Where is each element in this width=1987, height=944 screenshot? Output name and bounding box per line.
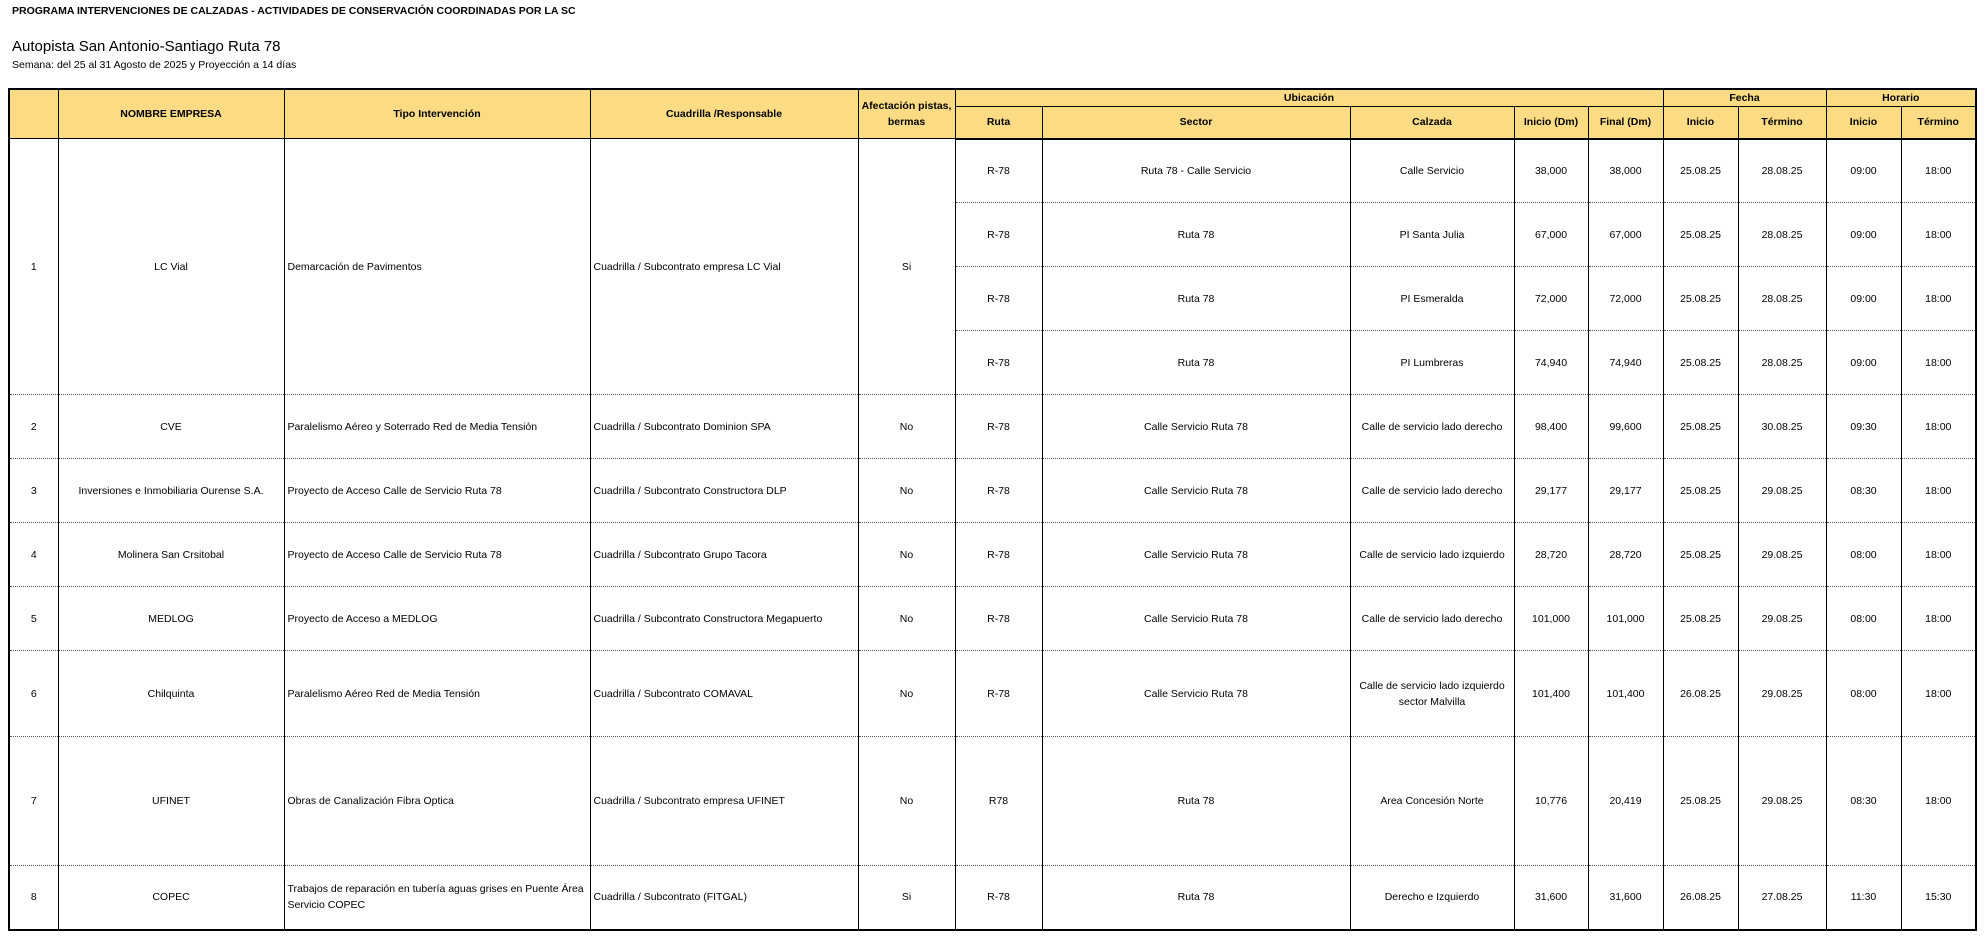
cell-calzada: Derecho e Izquierdo — [1350, 866, 1514, 930]
cell-final-dm: 29,177 — [1588, 459, 1663, 523]
cell-fecha-inicio: 25.08.25 — [1663, 395, 1738, 459]
cell-fecha-termino: 29.08.25 — [1738, 737, 1826, 866]
cell-hora-termino: 18:00 — [1901, 459, 1976, 523]
cell-empresa: COPEC — [58, 866, 284, 930]
cell-cuadrilla: Cuadrilla / Subcontrato (FITGAL) — [590, 866, 858, 930]
cell-inicio-dm: 29,177 — [1514, 459, 1588, 523]
cell-empresa: LC Vial — [58, 139, 284, 395]
cell-cuadrilla: Cuadrilla / Subcontrato empresa UFINET — [590, 737, 858, 866]
table-row — [9, 523, 1976, 587]
cell-fecha-termino: 28.08.25 — [1738, 331, 1826, 395]
cell-ruta: R-78 — [955, 866, 1042, 930]
cell-hora-inicio: 08:00 — [1826, 651, 1901, 737]
header-final-dm: Final (Dm) — [1588, 107, 1663, 139]
cell-calzada: Calle de servicio lado derecho — [1350, 459, 1514, 523]
table-row — [9, 587, 1976, 651]
cell-sector: Ruta 78 — [1042, 866, 1350, 930]
cell-cuadrilla: Cuadrilla / Subcontrato Grupo Tacora — [590, 523, 858, 587]
cell-cuadrilla: Cuadrilla / Subcontrato Dominion SPA — [590, 395, 858, 459]
header-fecha-termino: Término — [1738, 107, 1826, 139]
cell-inicio-dm: 10,776 — [1514, 737, 1588, 866]
cell-calzada: Area Concesión Norte — [1350, 737, 1514, 866]
cell-num: 2 — [9, 395, 58, 459]
cell-num: 4 — [9, 523, 58, 587]
cell-sector: Calle Servicio Ruta 78 — [1042, 395, 1350, 459]
cell-fecha-termino: 28.08.25 — [1738, 139, 1826, 203]
cell-sector: Calle Servicio Ruta 78 — [1042, 523, 1350, 587]
cell-cuadrilla: Cuadrilla / Subcontrato Constructora Megapuerto — [590, 587, 858, 651]
cell-empresa: CVE — [58, 395, 284, 459]
cell-empresa: UFINET — [58, 737, 284, 866]
header-calzada: Calzada — [1350, 107, 1514, 139]
cell-ruta: R-78 — [955, 523, 1042, 587]
header-fecha-inicio: Inicio — [1663, 107, 1738, 139]
cell-hora-inicio: 09:00 — [1826, 331, 1901, 395]
header-empresa: NOMBRE EMPRESA — [58, 89, 284, 139]
cell-ruta: R-78 — [955, 459, 1042, 523]
cell-hora-inicio: 09:00 — [1826, 139, 1901, 203]
cell-hora-inicio: 08:30 — [1826, 737, 1901, 866]
cell-fecha-termino: 27.08.25 — [1738, 866, 1826, 930]
cell-tipo: Trabajos de reparación en tubería aguas grises en Puente Área Servicio COPEC — [284, 866, 590, 930]
table-row — [9, 651, 1976, 737]
header-sector: Sector — [1042, 107, 1350, 139]
cell-final-dm: 38,000 — [1588, 139, 1663, 203]
cell-ruta: R-78 — [955, 331, 1042, 395]
cell-empresa: Inversiones e Inmobiliaria Ourense S.A. — [58, 459, 284, 523]
cell-hora-inicio: 09:30 — [1826, 395, 1901, 459]
cell-cuadrilla: Cuadrilla / Subcontrato Constructora DLP — [590, 459, 858, 523]
cell-cuadrilla: Cuadrilla / Subcontrato empresa LC Vial — [590, 139, 858, 395]
cell-hora-inicio: 09:00 — [1826, 203, 1901, 267]
cell-empresa: Chilquinta — [58, 651, 284, 737]
cell-final-dm: 74,940 — [1588, 331, 1663, 395]
cell-calzada: PI Santa Julia — [1350, 203, 1514, 267]
cell-inicio-dm: 74,940 — [1514, 331, 1588, 395]
cell-hora-termino: 18:00 — [1901, 267, 1976, 331]
cell-fecha-inicio: 25.08.25 — [1663, 737, 1738, 866]
table-row — [9, 395, 1976, 459]
cell-hora-termino: 18:00 — [1901, 395, 1976, 459]
document-subtitle: Autopista San Antonio-Santiago Ruta 78 — [12, 38, 281, 55]
header-num — [9, 89, 58, 139]
cell-tipo: Paralelismo Aéreo Red de Media Tensión — [284, 651, 590, 737]
cell-ruta: R-78 — [955, 395, 1042, 459]
cell-fecha-termino: 28.08.25 — [1738, 203, 1826, 267]
cell-fecha-inicio: 25.08.25 — [1663, 459, 1738, 523]
cell-hora-inicio: 08:00 — [1826, 523, 1901, 587]
cell-hora-termino: 18:00 — [1901, 587, 1976, 651]
cell-fecha-inicio: 26.08.25 — [1663, 866, 1738, 930]
cell-afectacion: No — [858, 587, 955, 651]
table-row — [9, 139, 1976, 203]
cell-ruta: R-78 — [955, 203, 1042, 267]
cell-tipo: Proyecto de Acceso Calle de Servicio Ruta 78 — [284, 523, 590, 587]
cell-final-dm: 72,000 — [1588, 267, 1663, 331]
cell-inicio-dm: 98,400 — [1514, 395, 1588, 459]
cell-hora-termino: 18:00 — [1901, 651, 1976, 737]
cell-calzada: Calle de servicio lado derecho — [1350, 587, 1514, 651]
header-horario: Horario — [1826, 89, 1976, 107]
header-inicio-dm: Inicio (Dm) — [1514, 107, 1588, 139]
header-ubicacion: Ubicación — [955, 89, 1663, 107]
cell-fecha-inicio: 25.08.25 — [1663, 203, 1738, 267]
document-title: PROGRAMA INTERVENCIONES DE CALZADAS - ACTIVIDADES DE CONSERVACIÓN COORDINADAS POR LA SC — [12, 5, 576, 17]
cell-hora-termino: 18:00 — [1901, 737, 1976, 866]
cell-tipo: Demarcación de Pavimentos — [284, 139, 590, 395]
cell-num: 5 — [9, 587, 58, 651]
table-row — [9, 459, 1976, 523]
cell-fecha-inicio: 25.08.25 — [1663, 587, 1738, 651]
cell-hora-inicio: 11:30 — [1826, 866, 1901, 930]
cell-calzada: Calle de servicio lado izquierdo sector Malvilla — [1350, 651, 1514, 737]
cell-afectacion: No — [858, 459, 955, 523]
cell-afectacion: No — [858, 737, 955, 866]
cell-tipo: Paralelismo Aéreo y Soterrado Red de Media Tensión — [284, 395, 590, 459]
table-row — [9, 866, 1976, 930]
cell-fecha-inicio: 25.08.25 — [1663, 331, 1738, 395]
cell-hora-inicio: 08:30 — [1826, 459, 1901, 523]
cell-fecha-inicio: 25.08.25 — [1663, 523, 1738, 587]
interventions-table — [8, 88, 1977, 931]
cell-empresa: MEDLOG — [58, 587, 284, 651]
cell-empresa: Molinera San Crsitobal — [58, 523, 284, 587]
cell-fecha-termino: 29.08.25 — [1738, 459, 1826, 523]
cell-cuadrilla: Cuadrilla / Subcontrato COMAVAL — [590, 651, 858, 737]
cell-sector: Ruta 78 — [1042, 331, 1350, 395]
cell-afectacion: No — [858, 523, 955, 587]
header-ruta: Ruta — [955, 107, 1042, 139]
cell-calzada: Calle de servicio lado derecho — [1350, 395, 1514, 459]
header-afectacion: Afectación pistas, bermas — [858, 89, 955, 139]
cell-hora-inicio: 08:00 — [1826, 587, 1901, 651]
header-hora-inicio: Inicio — [1826, 107, 1901, 139]
cell-calzada: PI Lumbreras — [1350, 331, 1514, 395]
cell-sector: Ruta 78 — [1042, 203, 1350, 267]
table-row — [9, 737, 1976, 866]
cell-ruta: R-78 — [955, 267, 1042, 331]
cell-inicio-dm: 31,600 — [1514, 866, 1588, 930]
cell-inicio-dm: 28,720 — [1514, 523, 1588, 587]
cell-sector: Calle Servicio Ruta 78 — [1042, 459, 1350, 523]
cell-ruta: R-78 — [955, 587, 1042, 651]
cell-tipo: Proyecto de Acceso a MEDLOG — [284, 587, 590, 651]
cell-ruta: R78 — [955, 737, 1042, 866]
header-tipo: Tipo Intervención — [284, 89, 590, 139]
cell-inicio-dm: 38,000 — [1514, 139, 1588, 203]
cell-hora-termino: 18:00 — [1901, 139, 1976, 203]
cell-hora-termino: 18:00 — [1901, 523, 1976, 587]
cell-hora-inicio: 09:00 — [1826, 267, 1901, 331]
cell-tipo: Obras de Canalización Fibra Optica — [284, 737, 590, 866]
table-body — [9, 139, 1976, 930]
cell-inicio-dm: 101,000 — [1514, 587, 1588, 651]
cell-calzada: PI Esmeralda — [1350, 267, 1514, 331]
cell-afectacion: No — [858, 395, 955, 459]
cell-sector: Ruta 78 — [1042, 737, 1350, 866]
cell-final-dm: 28,720 — [1588, 523, 1663, 587]
cell-hora-termino: 18:00 — [1901, 331, 1976, 395]
cell-inicio-dm: 67,000 — [1514, 203, 1588, 267]
cell-final-dm: 101,000 — [1588, 587, 1663, 651]
cell-fecha-termino: 29.08.25 — [1738, 587, 1826, 651]
cell-hora-termino: 18:00 — [1901, 203, 1976, 267]
cell-afectacion: No — [858, 651, 955, 737]
cell-final-dm: 20,419 — [1588, 737, 1663, 866]
cell-sector: Calle Servicio Ruta 78 — [1042, 587, 1350, 651]
cell-fecha-inicio: 25.08.25 — [1663, 267, 1738, 331]
cell-num: 8 — [9, 866, 58, 930]
cell-fecha-inicio: 26.08.25 — [1663, 651, 1738, 737]
header-cuadrilla: Cuadrilla /Responsable — [590, 89, 858, 139]
cell-final-dm: 99,600 — [1588, 395, 1663, 459]
cell-afectacion: Si — [858, 139, 955, 395]
cell-fecha-termino: 29.08.25 — [1738, 651, 1826, 737]
cell-calzada: Calle de servicio lado izquierdo — [1350, 523, 1514, 587]
cell-ruta: R-78 — [955, 139, 1042, 203]
cell-fecha-termino: 29.08.25 — [1738, 523, 1826, 587]
header-fecha: Fecha — [1663, 89, 1826, 107]
cell-final-dm: 101,400 — [1588, 651, 1663, 737]
cell-fecha-termino: 28.08.25 — [1738, 267, 1826, 331]
cell-calzada: Calle Servicio — [1350, 139, 1514, 203]
document-week: Semana: del 25 al 31 Agosto de 2025 y Proyección a 14 días — [12, 59, 297, 71]
cell-num: 7 — [9, 737, 58, 866]
cell-sector: Ruta 78 — [1042, 267, 1350, 331]
cell-fecha-inicio: 25.08.25 — [1663, 139, 1738, 203]
cell-num: 3 — [9, 459, 58, 523]
cell-tipo: Proyecto de Acceso Calle de Servicio Ruta 78 — [284, 459, 590, 523]
cell-final-dm: 67,000 — [1588, 203, 1663, 267]
cell-inicio-dm: 101,400 — [1514, 651, 1588, 737]
cell-fecha-termino: 30.08.25 — [1738, 395, 1826, 459]
cell-afectacion: Si — [858, 866, 955, 930]
header-hora-termino: Término — [1901, 107, 1976, 139]
cell-ruta: R-78 — [955, 651, 1042, 737]
cell-sector: Calle Servicio Ruta 78 — [1042, 651, 1350, 737]
cell-num: 6 — [9, 651, 58, 737]
cell-hora-termino: 15:30 — [1901, 866, 1976, 930]
cell-sector: Ruta 78 - Calle Servicio — [1042, 139, 1350, 203]
cell-num: 1 — [9, 139, 58, 395]
cell-inicio-dm: 72,000 — [1514, 267, 1588, 331]
cell-final-dm: 31,600 — [1588, 866, 1663, 930]
